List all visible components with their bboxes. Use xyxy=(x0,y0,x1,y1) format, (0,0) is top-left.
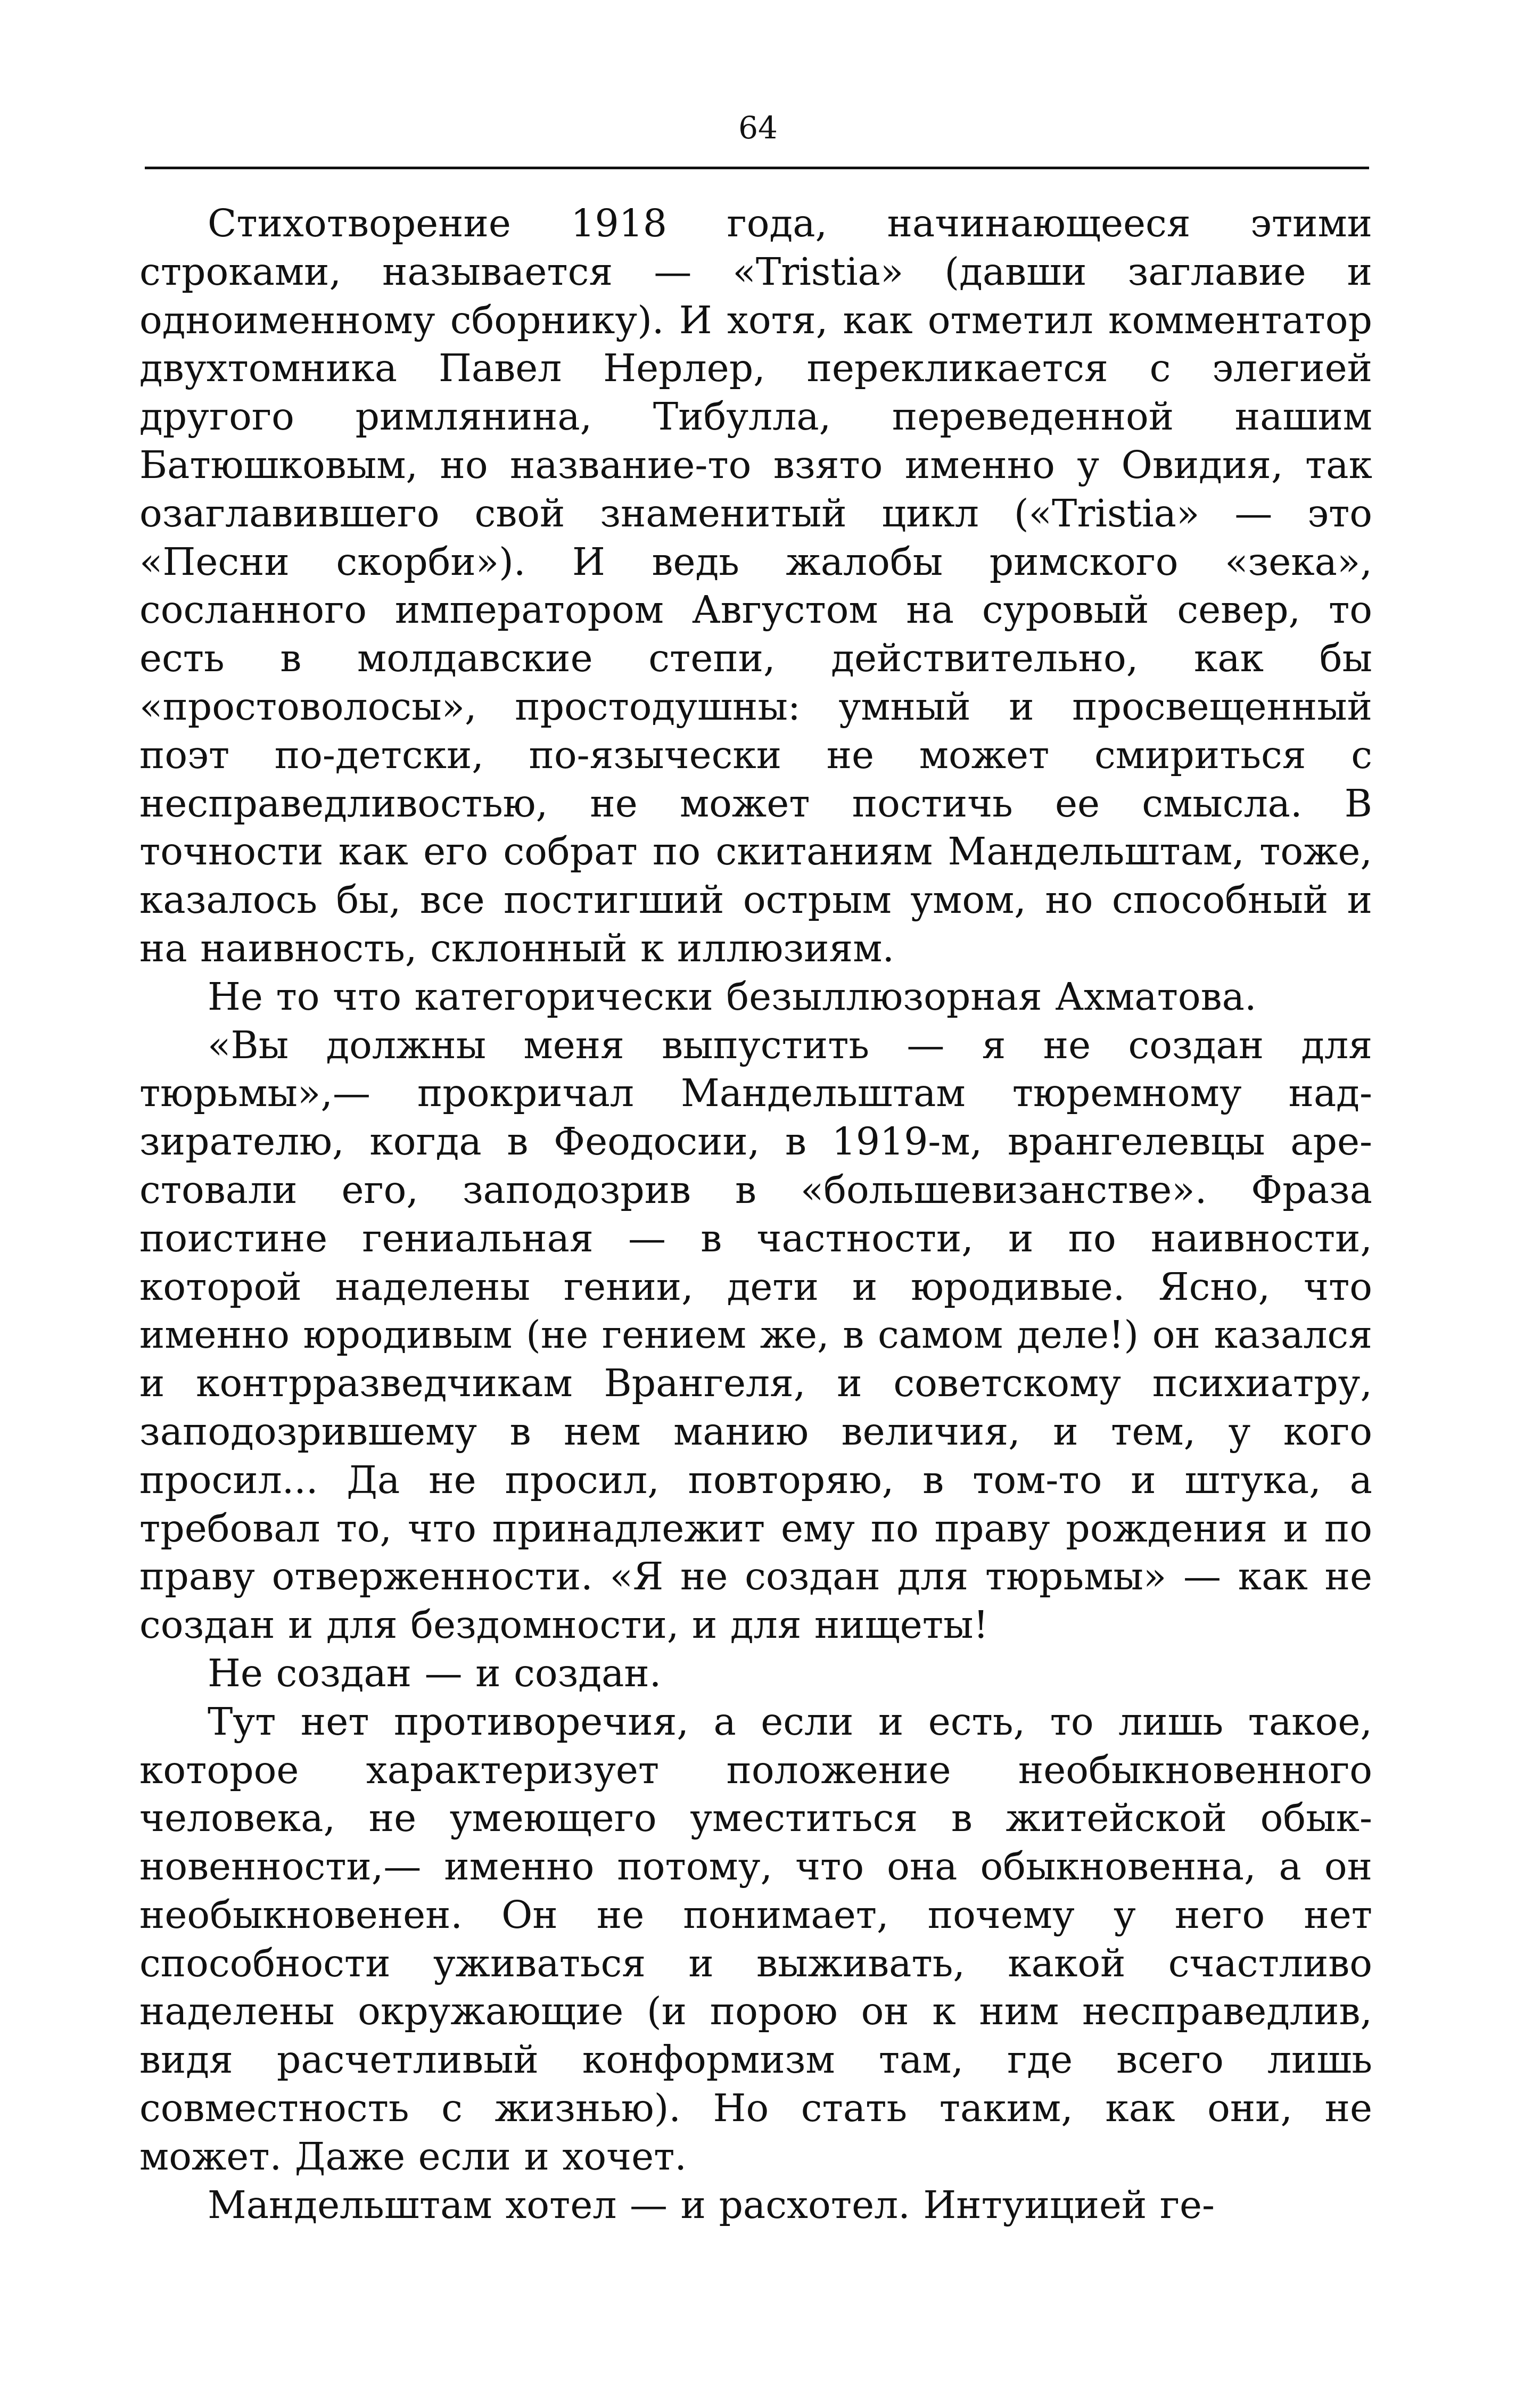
body-text xyxy=(139,200,1372,2229)
paragraph-5: Тут нет противоречия, а если и есть, то лишь такое, которое характеризует положение необыкновенного человека, не умеющего уместиться в житейской обыкновенности,— именно потому, что она обыкновенна, а он необыкновенен. Он не понимает, почему у него нет способности уживаться и выживать, какой счастливо наделены окружающие (и порою он к ним несправедлив, видя расчетливый конформизм там, где всего лишь совместность с жизнью). Но стать таким, как они, не может. Даже если и хочет. xyxy=(139,1699,1372,2179)
page-number: 64 xyxy=(738,110,778,146)
paragraph-2: Не то что категорически безыллюзорная Ахматова. xyxy=(208,974,1257,1019)
paragraph-4: Не создан — и создан. xyxy=(208,1651,662,1695)
paragraph-6: Мандельштам хотел — и расхотел. Интуицией ге- xyxy=(208,2182,1215,2227)
header-rule xyxy=(145,167,1369,169)
paragraph-3: «Вы должны меня выпустить — я не создан для тюрьмы»,— прокричал Мандельштам тюремному надзирателю, когда в Феодосии, в 1919-м, врангелевцы арестовали его, заподозрив в «большевизанстве». Фраза поистине гениальная — в частности, и по наивности, которой наделены гении, дети и юродивые. Ясно, что именно юродивым (не гением же, в самом деле!) он казался и контрразведчикам Врангеля, и советскому психиатру, заподозрившему в нем манию величия, и тем, у кого просил... Да не просил, повторяю, в том-то и штука, а требовал то, что принадлежит ему по праву рождения и по праву отверженности. «Я не создан для тюрьмы» — как не создан и для бездомности, и для нищеты! xyxy=(139,1022,1372,1647)
paragraph-1: Стихотворение 1918 года, начинающееся этими строками, называется — «Tristia» (давши заглавие и одноименному сборнику). И хотя, как отметил комментатор двухтомника Павел Нерлер, перекликается с элегией другого римлянина, Тибулла, переведенной нашим Батюшковым, но название-то взято именно у Овидия, так озаглавившего свой знаменитый цикл («Tristia» — это «Песни скорби»). И ведь жалобы римского «зека», сосланного императором Августом на суровый север, то есть в молдавские степи, действительно, как бы «простоволосы», простодушны: умный и просвещенный поэт по-детски, по-язычески не может смириться с несправедливостью, не может постичь ее смысла. В точности как его собрат по скитаниям Мандельштам, тоже, казалось бы, все постигший острым умом, но способный и на наивность, склонный к иллюзиям. xyxy=(139,201,1372,970)
